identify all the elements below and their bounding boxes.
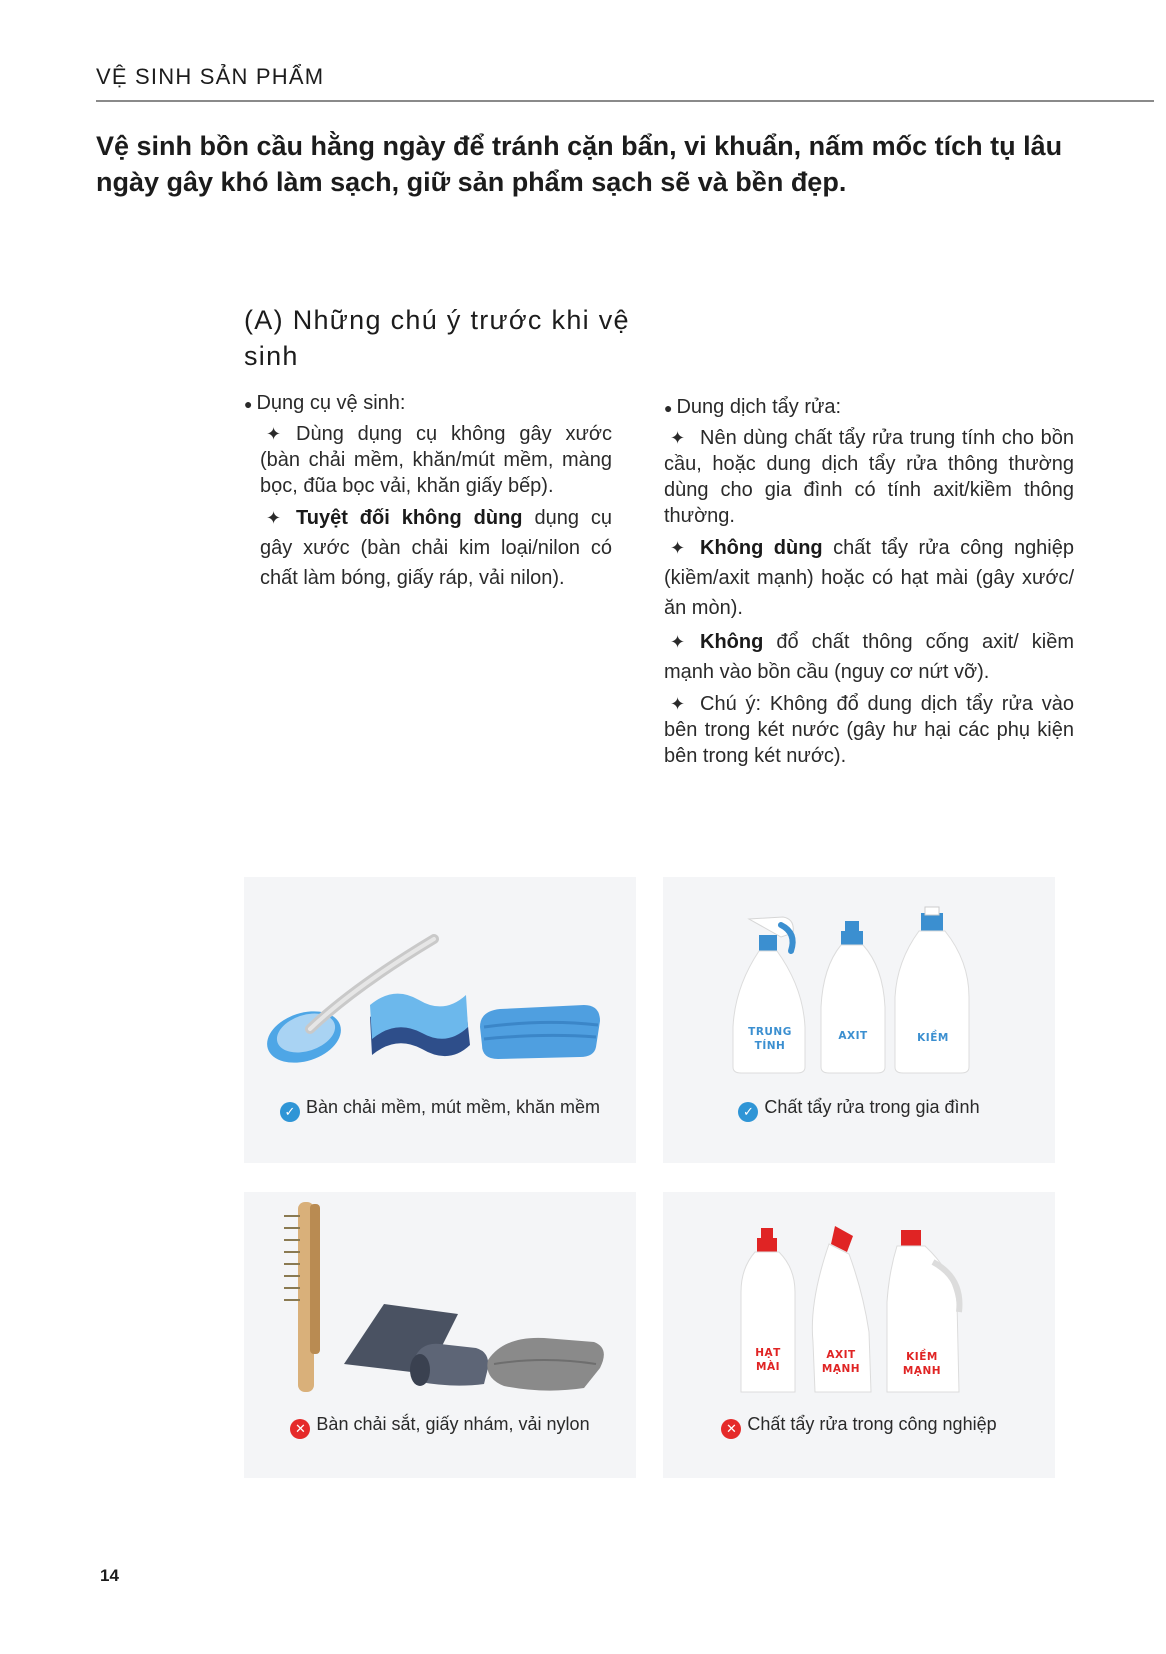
soft-tools-illustration <box>244 877 636 1077</box>
household-bottles-illustration <box>663 877 1055 1077</box>
header-divider <box>96 100 1154 102</box>
detergent-item-2: ✦ Không dùng chất tẩy rửa công nghiệp (kiềm/axit mạnh) hoặc có hạt mài (gây xước/ăn mòn). <box>664 533 1074 623</box>
label-kiem: KIỀM <box>917 1032 949 1044</box>
abrasive-tools-illustration <box>244 1192 636 1402</box>
detergent-item-3: ✦ Không đổ chất thông cống axit/ kiềm mạnh vào bồn cầu (nguy cơ nứt vỡ). <box>664 627 1074 687</box>
card-caption: ✕ Bàn chải sắt, giấy nhám, vải nylon <box>244 1414 636 1439</box>
label-kiem-manh-1: KIỀM <box>906 1351 938 1363</box>
card-caption: ✓ Chất tẩy rửa trong gia đình <box>663 1097 1055 1122</box>
four-point-star-icon: ✦ <box>670 694 686 714</box>
detergent-column <box>664 396 1074 773</box>
four-point-star-icon: ✦ <box>266 424 282 444</box>
detergent-heading: ● Dung dịch tẩy rửa: <box>664 396 842 418</box>
card-household-detergent <box>663 877 1055 1163</box>
tools-column <box>244 392 612 597</box>
card-abrasive-tools <box>244 1192 636 1478</box>
card-caption: ✓ Bàn chải mềm, mút mềm, khăn mềm <box>244 1097 636 1122</box>
tools-item-allowed: ✦ Dùng dụng cụ không gây xước (bàn chải mềm, khăn/mút mềm, màng bọc, đũa bọc vải, khăn giấy bếp). <box>260 423 612 497</box>
card-caption: ✕ Chất tẩy rửa trong công nghiệp <box>663 1414 1055 1439</box>
section-header-title: VỆ SINH SẢN PHẨM <box>96 64 325 89</box>
bullet-icon: ● <box>664 399 673 416</box>
four-point-star-icon: ✦ <box>266 508 282 528</box>
detergent-item-4: ✦ Chú ý: Không đổ dung dịch tẩy rửa vào bên trong két nước (gây hư hại các phụ kiện bên trong két nước). <box>664 693 1074 767</box>
four-point-star-icon: ✦ <box>670 632 686 652</box>
label-axit-manh-1: AXIT <box>826 1349 856 1361</box>
label-trung: TRUNG <box>748 1026 792 1038</box>
check-circle-icon: ✓ <box>280 1102 300 1122</box>
x-circle-icon: ✕ <box>290 1419 310 1439</box>
tools-heading: ● Dụng cụ vệ sinh: <box>244 392 406 414</box>
industrial-bottles-illustration <box>663 1192 1055 1402</box>
label-kiem-manh-2: MẠNH <box>902 1365 942 1377</box>
detergent-item-1: ✦ Nên dùng chất tẩy rửa trung tính cho bồn cầu, hoặc dung dịch tẩy rửa thông thường dùng cho gia đình có tính axit/kiềm thông thường. <box>664 427 1074 527</box>
label-axit-manh-2: MẠNH <box>821 1363 861 1375</box>
label-mai: MÀI <box>756 1361 780 1373</box>
x-circle-icon: ✕ <box>721 1419 741 1439</box>
intro-text: Vệ sinh bồn cầu hằng ngày để tránh cặn bẩn, vi khuẩn, nấm mốc tích tụ lâu ngày gây khó làm sạch, giữ sản phẩm sạch sẽ và bền đẹp. <box>96 131 1063 197</box>
bullet-icon: ● <box>244 395 253 412</box>
four-point-star-icon: ✦ <box>670 538 686 558</box>
card-soft-tools <box>244 877 636 1163</box>
label-hat: HẠT <box>755 1347 781 1359</box>
tools-item-forbidden: ✦ Tuyệt đối không dùng dụng cụ gây xước (bàn chải kim loại/nilon có chất làm bóng, giấy ráp, vải nilon). <box>244 503 612 593</box>
card-industrial-detergent <box>663 1192 1055 1478</box>
section-title: (A) Những chú ý trước khi vệ sinh <box>244 305 630 371</box>
label-tinh: TÍNH <box>754 1040 786 1052</box>
label-axit: AXIT <box>838 1030 868 1042</box>
check-circle-icon: ✓ <box>738 1102 758 1122</box>
page-number: 14 <box>100 1566 119 1585</box>
four-point-star-icon: ✦ <box>670 428 686 448</box>
